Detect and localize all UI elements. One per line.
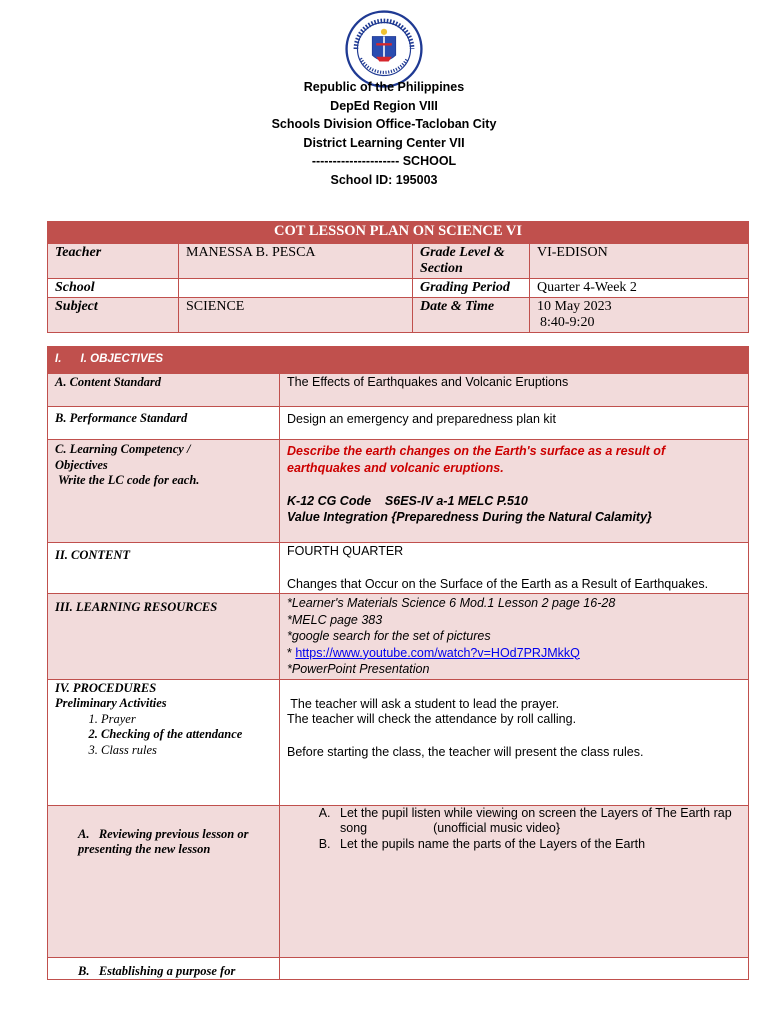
time-value: 8:40-9:20 <box>540 315 595 330</box>
grade-level-label: Grade Level & Section <box>413 244 530 279</box>
header-line-region: DepEd Region VIII <box>330 98 438 113</box>
prelim-item-prayer: 1. Prayer <box>101 712 272 728</box>
deped-seal-logo <box>345 10 423 88</box>
cg-code: K-12 CG Code S6ES-IV a-1 MELC P.510 <box>287 494 528 508</box>
objectives-heading: I. I. OBJECTIVES <box>48 347 749 374</box>
header-line-district: District Learning Center VII <box>303 135 465 150</box>
review-item-rap-song: A. Let the pupil listen while viewing on screen the Layers of The Earth rap song (unofficial music video} <box>334 806 741 837</box>
header-line-republic: Republic of the Philippines <box>303 80 465 94</box>
competency-description: Describe the earth changes on the Earth's surface as a result of earthquakes and volcanic eruptions. <box>287 444 666 475</box>
grade-level-value: VI-EDISON <box>530 244 749 279</box>
procedures-heading: IV. PROCEDURES <box>55 680 157 695</box>
header-line-school-id: School ID: 195003 <box>330 172 438 187</box>
teacher-label: Teacher <box>48 244 179 279</box>
header-line-division: Schools Division Office-Tacloban City <box>271 117 497 131</box>
performance-standard-value: Design an emergency and preparedness plan kit <box>280 407 749 440</box>
reviewing-lesson-value <box>280 805 749 957</box>
lesson-plan-table <box>47 346 749 980</box>
review-item-name-layers: B. Let the pupils name the parts of the Layers of the Earth <box>334 837 741 853</box>
prelim-item-attendance: 2. Checking of the attendance <box>101 727 272 743</box>
establishing-purpose-label: B. Establishing a purpose for <box>48 957 280 980</box>
teacher-value: MANESSA B. PESCA <box>179 244 413 279</box>
header-line-school: --------------------- SCHOOL <box>311 154 457 168</box>
content-standard-value: The Effects of Earthquakes and Volcanic Eruptions <box>280 374 749 407</box>
reviewing-lesson-list <box>287 806 741 853</box>
subject-label: Subject <box>48 298 179 333</box>
date-time-value <box>530 298 749 333</box>
reviewing-lesson-text: A. Reviewing previous lesson or presenting the new lesson <box>78 826 252 856</box>
date-time-label: Date & Time <box>413 298 530 333</box>
competency-label-line-1: C. Learning Competency / <box>55 442 191 456</box>
establishing-purpose-value <box>280 957 749 980</box>
content-value <box>280 543 749 594</box>
learning-resources-label: III. LEARNING RESOURCES <box>48 594 280 680</box>
content-label: II. CONTENT <box>48 543 280 594</box>
learning-competency-label <box>48 440 280 543</box>
grading-period-label: Grading Period <box>413 279 530 298</box>
preliminary-activities-value <box>280 679 749 805</box>
content-topic: Changes that Occur on the Surface of the Earth as a Result of Earthquakes. <box>287 576 709 591</box>
youtube-link[interactable]: https://www.youtube.com/watch?v=HOd7PRJMkkQ <box>295 645 580 660</box>
school-label: School <box>48 279 179 298</box>
resource-video-prefix: * <box>287 645 296 660</box>
content-quarter: FOURTH QUARTER <box>287 544 404 558</box>
school-header <box>0 78 768 189</box>
resource-video <box>287 645 741 662</box>
lesson-plan-title: COT LESSON PLAN ON SCIENCE VI <box>48 222 749 244</box>
learning-competency-value <box>280 440 749 543</box>
resource-google-search: *google search for the set of pictures <box>287 629 491 643</box>
prelim-text-attendance: The teacher will check the attendance by roll calling. <box>287 712 577 726</box>
date-value: 10 May 2023 <box>537 299 612 314</box>
resource-powerpoint: *PowerPoint Presentation <box>287 662 430 676</box>
performance-standard-label: B. Performance Standard <box>48 407 280 440</box>
prelim-text-prayer: The teacher will ask a student to lead the prayer. <box>287 696 560 711</box>
prelim-item-class-rules: 3. Class rules <box>101 743 272 759</box>
prelim-text-class-rules: Before starting the class, the teacher will present the class rules. <box>287 744 644 759</box>
competency-label-line-3: Write the LC code for each. <box>58 473 200 487</box>
resource-melc: *MELC page 383 <box>287 612 383 627</box>
subject-value: SCIENCE <box>179 298 413 333</box>
value-integration: Value Integration {Preparedness During the Natural Calamity} <box>287 509 652 524</box>
grading-period-value: Quarter 4-Week 2 <box>530 279 749 298</box>
competency-label-line-2: Objectives <box>55 457 108 472</box>
lesson-info-table <box>47 221 749 333</box>
content-standard-label: A. Content Standard <box>48 374 280 407</box>
procedures-label <box>48 679 280 805</box>
preliminary-activities-heading: Preliminary Activities <box>55 696 167 710</box>
resource-learners-materials: *Learner's Materials Science 6 Mod.1 Lesson 2 page 16-28 <box>287 596 616 610</box>
learning-resources-value <box>280 594 749 680</box>
school-value <box>179 279 413 298</box>
preliminary-activities-list <box>55 712 272 759</box>
reviewing-lesson-label <box>48 805 280 957</box>
